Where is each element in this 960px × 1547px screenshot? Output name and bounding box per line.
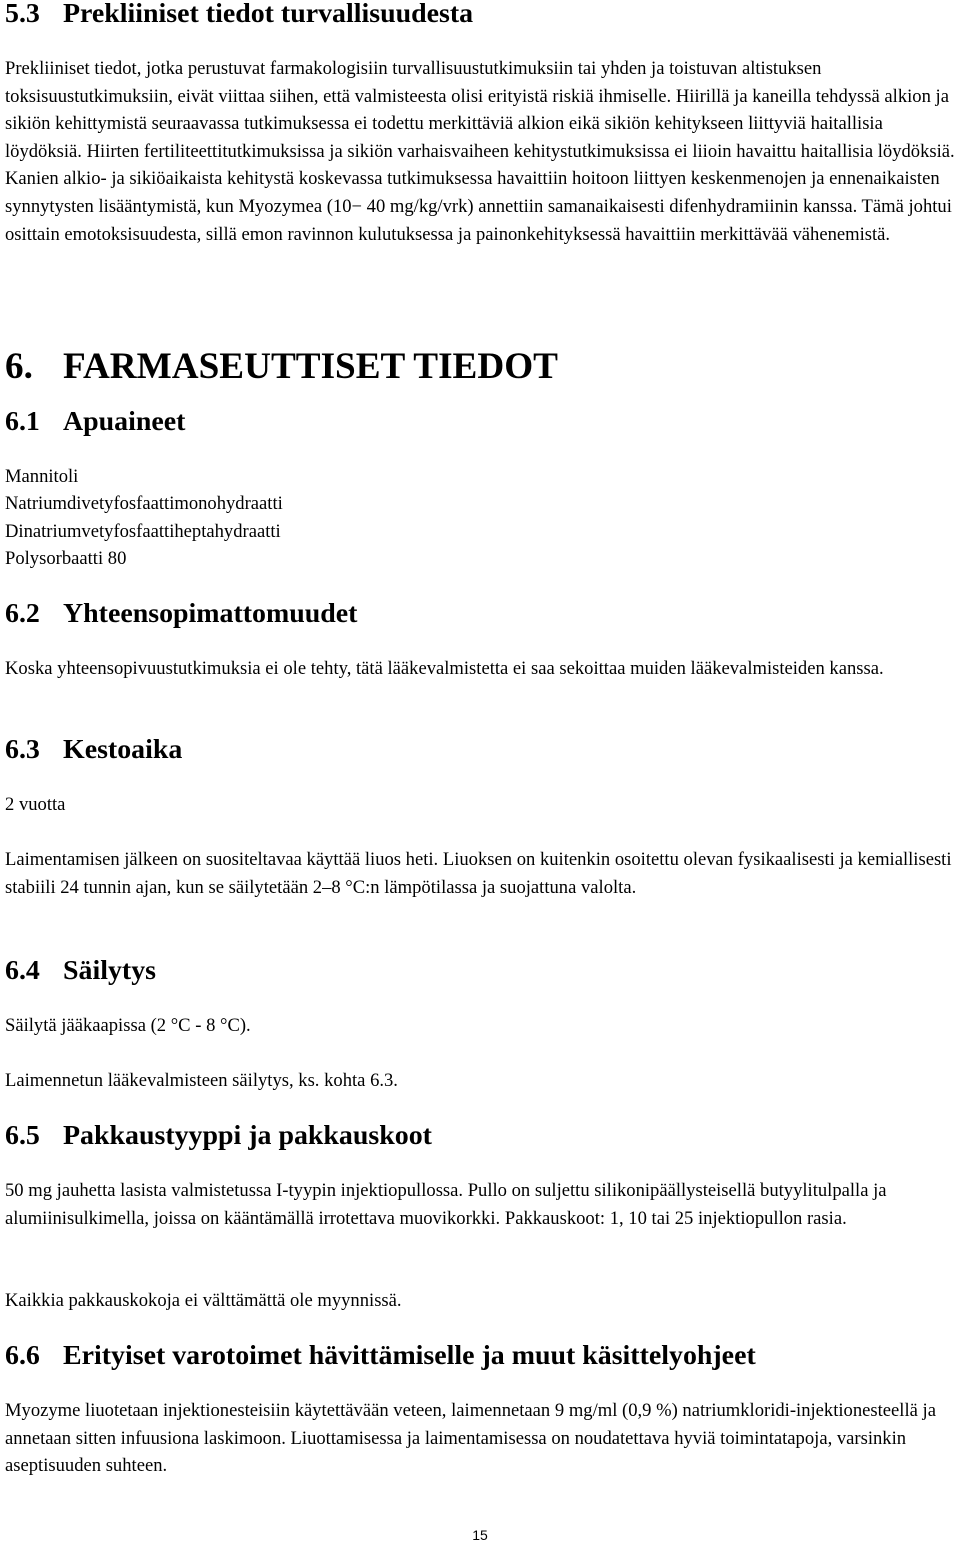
section-number: 6.3 [5,734,40,765]
section-5-3-paragraph: Prekliiniset tiedot, jotka perustuvat farmakologisiin turvallisuustutkimuksiin tai yhden ja toistuvan altistuksen toksisuustutkimuksiin, eivät viittaa siihen, että valmisteesta olisi erityistä riskiä ihmiselle. Hiirillä ja kaneilla tehdyssä alkion ja sikiön kehittymistä seuraavassa tutkimuksessa ei todettu merkittäviä alkion eikä sikiön kehitykseen liittyviä haitallisia löydöksiä. Hiirten fertiliteettitutkimuksissa ja sikiön varhaisvaiheen kehitystutkimuksissa ei liioin havaittu haitallisia löydöksiä. Kanien alkio- ja sikiöaikaista kehitystä koskevassa tutkimuksessa havaittiin hoitoon liittyen keskenmenojen ja ennenaikaisten synnytysten lisääntymistä, kun Myozymea (10− 40 mg/kg/vrk) annettiin samanaikaisesti difenhydramiinin kanssa. Tämä johtui osittain emotoksisuudesta, sillä emon ravinnon kulutuksessa ja painonkehityksessä havaittiin merkittävää vähenemistä. [5,58,955,245]
excipients-list [5,463,283,573]
section-title: Erityiset varotoimet hävittämiselle ja muut käsittelyohjeet [63,1340,756,1371]
list-item: Natriumdivetyfosfaattimonohydraatti [5,493,283,515]
section-heading-6 [5,346,558,387]
section-heading-6-3 [5,736,182,764]
section-number: 6.5 [5,1120,40,1151]
section-6-5-paragraph: 50 mg jauhetta lasista valmistetussa I-tyypin injektiopullossa. Pullo on suljettu silikonipäällysteisellä butyylitulpalla ja alumiinisulkimella, joissa on kääntämällä irrotettava muovikorkki. Pakkauskoot: 1, 10 tai 25 injektiopullon rasia. [5,1180,887,1229]
storage-reference: Laimennetun lääkevalmisteen säilytys, ks. kohta 6.3. [5,1070,398,1091]
page-number: 15 [472,1527,488,1543]
section-6-2-paragraph: Koska yhteensopivuustutkimuksia ei ole tehty, tätä lääkevalmistetta ei saa sekoittaa muiden lääkevalmisteiden kanssa. [5,658,884,679]
section-number: 5.3 [5,0,40,29]
shelf-life-value: 2 vuotta [5,794,66,815]
list-item: Mannitoli [5,466,79,487]
list-item: Dinatriumvetyfosfaattiheptahydraatti [5,520,281,542]
section-6-3-paragraph: Laimentamisen jälkeen on suositeltavaa käyttää liuos heti. Liuoksen on kuitenkin osoitettu olevan fysikaalisesti ja kemiallisesti stabiili 24 tunnin ajan, kun se säilytetään 2–8 °C:n lämpötilassa ja suojattuna valolta. [5,849,952,898]
section-heading-5-3 [5,0,473,28]
section-number: 6.6 [5,1340,40,1371]
section-heading-6-4 [5,957,156,985]
section-number: 6.1 [5,406,40,437]
section-title: Pakkaustyyppi ja pakkauskoot [63,1120,432,1151]
section-title: FARMASEUTTISET TIEDOT [63,346,558,387]
section-title: Säilytys [63,955,156,986]
section-number: 6. [5,346,33,387]
storage-instruction: Säilytä jääkaapissa (2 °C - 8 °C). [5,1015,251,1036]
section-title: Yhteensopimattomuudet [63,598,358,629]
section-heading-6-1 [5,408,185,436]
section-6-5-note: Kaikkia pakkauskokoja ei välttämättä ole myynnissä. [5,1290,402,1311]
section-heading-6-5 [5,1122,432,1150]
section-6-6-paragraph: Myozyme liuotetaan injektionesteisiin käytettävään veteen, laimennetaan 9 mg/ml (0,9 %) natriumkloridi-injektionesteellä ja annetaan sitten infuusiona laskimoon. Liuottamisessa ja laimentamisessa on noudatettava hyviä toimintatapoja, varsinkin aseptisuuden suhteen. [5,1400,936,1477]
section-title: Apuaineet [63,406,186,437]
section-number: 6.4 [5,955,40,986]
list-item: Polysorbaatti 80 [5,548,127,570]
section-title: Kestoaika [63,734,183,765]
section-heading-6-2 [5,600,357,628]
section-title: Prekliiniset tiedot turvallisuudesta [63,0,474,29]
section-heading-6-6 [5,1342,756,1370]
section-number: 6.2 [5,598,40,629]
